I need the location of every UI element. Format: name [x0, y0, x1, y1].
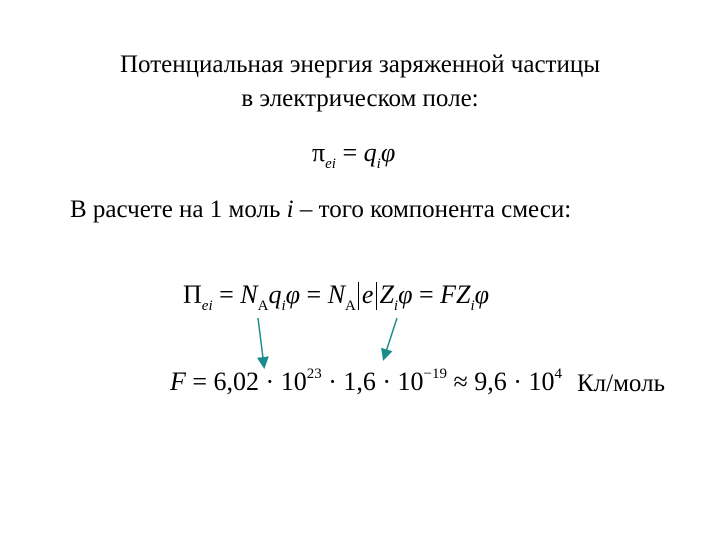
title-line-1: Потенциальная энергия заряженной частицы [119, 51, 601, 78]
heading-suffix: – того компонента смеси: [293, 196, 572, 223]
equals-3: = [412, 280, 441, 309]
formula-faraday-value [170, 366, 562, 397]
value-part-2: · 1,6 · 10 [321, 367, 424, 396]
phi-2: φ [398, 280, 413, 309]
capital-pi: Π [183, 280, 202, 309]
faraday-z-subscript: i [470, 298, 475, 314]
charge-q: q [363, 138, 377, 167]
avogadro-sub-2: A [345, 298, 356, 314]
equals-1: = [212, 280, 241, 309]
avogadro-n-2: N [327, 280, 346, 309]
exponent-1: 23 [306, 366, 322, 382]
exponent-3: 4 [554, 366, 562, 382]
phi-1: φ [285, 280, 301, 309]
z-subscript: i [393, 298, 399, 314]
equals-2: = [300, 280, 328, 309]
faraday-fz: FZ [440, 280, 471, 309]
exponent-2: −19 [423, 366, 448, 382]
unit-label: Кл/моль [577, 370, 665, 397]
capital-pi-subscript: ei [201, 298, 213, 314]
avogadro-n-1: N [240, 280, 258, 309]
elementary-charge-abs: e [358, 282, 378, 310]
z-symbol: Z [379, 280, 394, 309]
value-part-1: = 6,02 · 10 [185, 367, 307, 396]
faraday-f: F [170, 367, 186, 396]
charge-q-2: q [268, 280, 282, 309]
heading-i: i [286, 196, 294, 223]
avogadro-sub-1: A [257, 298, 269, 314]
pi-subscript: ei [325, 156, 336, 172]
phi-3: φ [474, 280, 490, 309]
pi-symbol: π [312, 138, 326, 167]
arrow-avogadro [258, 318, 264, 366]
potential-phi: φ [380, 138, 396, 167]
heading-prefix: В расчете на 1 моль [70, 196, 287, 223]
value-part-3: ≈ 9,6 · 10 [447, 367, 555, 396]
equals-sign: = [335, 138, 364, 167]
arrow-elementary-charge [384, 318, 397, 358]
charge-q-sub-2: i [281, 298, 286, 314]
charge-subscript: i [376, 156, 381, 172]
title-line-2: в электрическом поле: [241, 85, 479, 112]
